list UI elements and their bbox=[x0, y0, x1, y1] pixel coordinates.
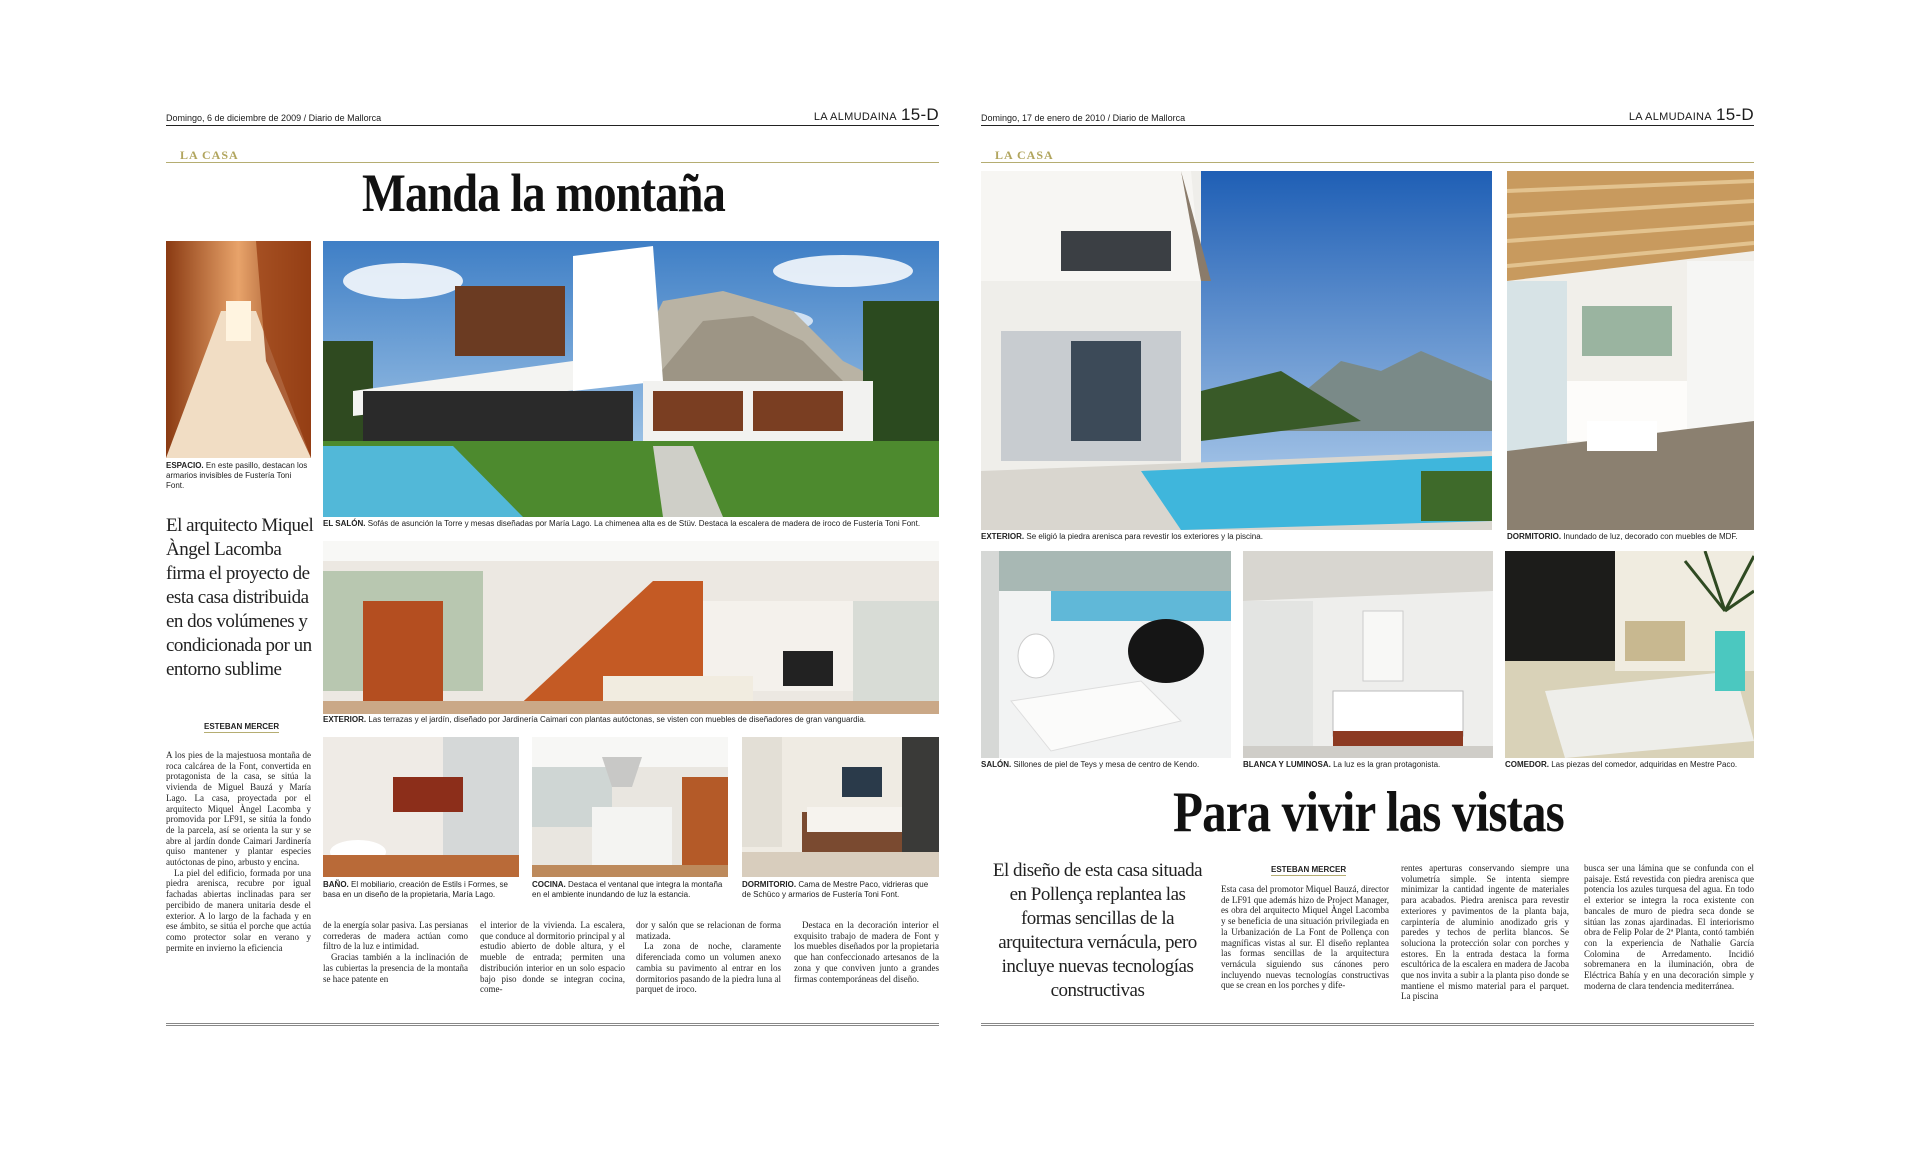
caption-bedroom-left bbox=[742, 880, 939, 900]
left-headline: Manda la montaña bbox=[362, 163, 725, 223]
caption-bedroom-right-text: Inundado de luz, decorado con muebles de MDF. bbox=[1563, 532, 1738, 541]
left-header-date: Domingo, 6 de diciembre de 2009 / Diario de Mallorca bbox=[166, 113, 382, 123]
left-foot-rule bbox=[166, 1023, 939, 1026]
caption-bath-right bbox=[1243, 760, 1493, 770]
right-header-paper bbox=[1629, 105, 1754, 125]
right-deck: El diseño de esta casa situada en Pollença replantea las formas sencillas de la arquitectura vernácula, pero incluye nuevas tecnologías constructivas bbox=[992, 860, 1203, 1001]
right-page-number: 15-D bbox=[1715, 105, 1754, 124]
caption-living-text: Las terrazas y el jardín, diseñado por Jardinería Caimari con plantas autóctonas, se visten con muebles de diseñadores de gran vanguardia. bbox=[368, 715, 866, 724]
right-page bbox=[981, 105, 1754, 1030]
caption-hallway-label: ESPACIO. bbox=[166, 461, 204, 470]
caption-kitchen-text: Destaca el ventanal que integra la montaña en el ambiente inundando de luz la estancia. bbox=[532, 880, 723, 899]
photo-bedroom-left bbox=[742, 737, 939, 877]
caption-bath-right-label: BLANCA Y LUMINOSA. bbox=[1243, 760, 1331, 769]
caption-bedroom-right-label: DORMITORIO. bbox=[1507, 532, 1562, 541]
left-header-paper bbox=[814, 105, 939, 125]
caption-exterior-main bbox=[323, 519, 939, 529]
right-header-date: Domingo, 17 de enero de 2010 / Diario de Mallorca bbox=[981, 113, 1186, 123]
right-foot-rule bbox=[981, 1023, 1754, 1026]
right-section-label: LA CASA bbox=[995, 148, 1054, 162]
photo-pool-exterior bbox=[981, 171, 1492, 530]
photo-bathroom bbox=[323, 737, 519, 877]
right-para: rentes aperturas conservando siempre una volumetría simple. Se intenta siempre minimizar la cantidad ingente de materiales para acabados. Piedra arenisca para revestir exteriores y pavimentos de la planta baja, carpintería de aluminio anodizado gris y paredes y techos de perlita blancos. Se soluciona la protección solar con porches y estores. En la entrada destaca la forma escultórica de la escalera en madera de Jacoba que nos invita a subir a la planta piso donde se mantiene el mismo material para el parquet. La piscina bbox=[1401, 863, 1569, 1002]
right-headline: Para vivir las vistas bbox=[1173, 781, 1564, 844]
left-para: Gracias también a la inclinación de las cubiertas la presencia de la montaña se hace patente en bbox=[323, 952, 468, 984]
caption-hallway-text: En este pasillo, destacan los armarios invisibles de Fustería Toni Font. bbox=[166, 461, 308, 490]
caption-bath-text: El mobiliario, creación de Estils i Formes, se basa en un diseño de la propietaria, María Lago. bbox=[323, 880, 508, 899]
photo-bedroom-right bbox=[1507, 171, 1754, 530]
left-deck: El arquitecto Miquel Àngel Lacomba firma el proyecto de esta casa distribuida en dos volúmenes y condicionada por un entorno sublime bbox=[166, 515, 314, 680]
photo-salon bbox=[981, 551, 1231, 758]
left-para: Destaca en la decoración interior el exquisito trabajo de madera de Font y los muebles diseñados por la propietaria que han confeccionado artesanos de la zona y que conviven junto a grandes firmas contemporáneas del diseño. bbox=[794, 920, 939, 984]
photo-kitchen bbox=[532, 737, 728, 877]
left-para: A los pies de la majestuosa montaña de roca calcárea de la Font, convertida en protagonista de la casa, se sitúa la vivienda de Miguel Bauzá y María Lago. La casa, proyectada por el arquitecto Miquel Àngel Lacomba y promovida por LF91, se sitúa la fondo de la parcela, así se orienta la sur y se abre al jardín donde Caimari Jardinería quiso mantener y plantar especies autóctonas de pino, arbusto y encina. bbox=[166, 750, 311, 868]
caption-dining bbox=[1505, 760, 1754, 770]
caption-salon bbox=[981, 760, 1231, 770]
caption-bath-label: BAÑO. bbox=[323, 880, 349, 889]
right-body-col-2 bbox=[1401, 863, 1569, 1002]
left-body-col-2 bbox=[323, 920, 468, 984]
left-para: dor y salón que se relacionan de forma matizada. bbox=[636, 920, 781, 941]
right-body-col-3 bbox=[1584, 863, 1754, 991]
right-byline: ESTEBAN MERCER bbox=[1271, 865, 1347, 874]
caption-pool-exterior bbox=[981, 532, 1492, 542]
right-paper-name: LA ALMUDAINA bbox=[1628, 111, 1712, 123]
caption-dining-label: COMEDOR. bbox=[1505, 760, 1549, 769]
caption-kitchen-label: COCINA. bbox=[532, 880, 566, 889]
left-body-col-4 bbox=[636, 920, 781, 995]
left-para: el interior de la vivienda. La escalera, que conduce al dormitorio principal y al estudio abierto de doble altura, y el mueble de entrada; permiten una distribución interior en un solo espacio bajo piso donde se integran cocina, come- bbox=[480, 920, 625, 995]
left-para: de la energía solar pasiva. Las persianas correderas de madera actúan como filtro de la luz e intimidad. bbox=[323, 920, 468, 952]
photo-living-room bbox=[323, 541, 939, 714]
caption-bedroom-left-text: Cama de Mestre Paco, vidrieras que de Schüco y armarios de Fustería Toni Font. bbox=[742, 880, 929, 899]
caption-living-room bbox=[323, 715, 939, 725]
right-section-rule bbox=[981, 149, 1754, 163]
caption-hallway bbox=[166, 461, 311, 491]
caption-salon-text: Sillones de piel de Teys y mesa de centro de Kendo. bbox=[1013, 760, 1200, 769]
photo-exterior-main bbox=[323, 241, 939, 517]
caption-bedroom-right bbox=[1507, 532, 1754, 542]
caption-bedroom-left-label: DORMITORIO. bbox=[742, 880, 797, 889]
left-page-header bbox=[166, 105, 939, 126]
caption-salon-label: SALÓN. bbox=[981, 760, 1012, 769]
left-page bbox=[166, 105, 939, 1030]
left-para: La zona de noche, claramente diferenciada como un volumen anexo cambia su pavimento al entrar en los dormitorios pasando de la piedra luna al parquet de iroco. bbox=[636, 941, 781, 995]
caption-exterior-text: Se eligió la piedra arenisca para revestir los exteriores y la piscina. bbox=[1026, 532, 1263, 541]
right-para: Esta casa del promotor Miquel Bauzá, director de LF91 que además hizo de Project Manager, es obra del arquitecto Miquel Àngel Lacomba y se beneficia de una situación privilegiada en la Urbanización de La Font de Pollença con magníficas vistas al sur. El diseño replantea las formas sencillas de la arquitectura vernácula siguiendo sus cánones pero incluyendo nuevas tecnologías constructivas que se crean en los porches y dife- bbox=[1221, 884, 1389, 991]
right-body-col-1 bbox=[1221, 884, 1389, 991]
right-page-header bbox=[981, 105, 1754, 126]
caption-living-label: EXTERIOR. bbox=[323, 715, 367, 724]
caption-main-text: Sofás de asunción la Torre y mesas diseñadas por María Lago. La chimenea alta es de Stüv. Destaca la escalera de madera de iroco de Fustería Toni Font. bbox=[367, 519, 921, 528]
left-section-label: LA CASA bbox=[180, 148, 239, 162]
left-page-number: 15-D bbox=[900, 105, 939, 124]
caption-bathroom bbox=[323, 880, 519, 900]
caption-dining-text: Las piezas del comedor, adquiridas en Mestre Paco. bbox=[1551, 760, 1738, 769]
left-body-col-5 bbox=[794, 920, 939, 984]
left-para: La piel del edificio, formada por una piedra arenisca, recubre por igual fachadas abiertas inclinadas para ser percibido de manera unitaria desde el exterior. A lo largo de la fachada y en ese ámbito, se sitúa el porche que actúa como protector solar en verano y permite en invierno la eficiencia bbox=[166, 867, 311, 953]
left-paper-name: LA ALMUDAINA bbox=[813, 111, 897, 123]
left-body-col-1 bbox=[166, 750, 311, 953]
right-para: busca ser una lámina que se confunda con el paisaje. Está revestida con piedra arenisca que potencia los azules turquesa del agua. En todo el exterior se integra la roca existente con bancales de muro de piedra seca donde se sitúan las zonas ajardinadas. El interiorismo obra de Felip Polar de 2ª Planta, contó también con la experiencia de Nathalie García Colomina de Arredamento. Incidió sobremanera en la iluminación, obra de Eléctrica Bahía y en una decoración simple y moderna de clara tendencia mediterránea. bbox=[1584, 863, 1754, 991]
left-body-col-3 bbox=[480, 920, 625, 995]
caption-exterior-label: EXTERIOR. bbox=[981, 532, 1025, 541]
left-section-rule bbox=[166, 149, 939, 163]
photo-dining bbox=[1505, 551, 1754, 758]
caption-bath-right-text: La luz es la gran protagonista. bbox=[1333, 760, 1441, 769]
caption-kitchen bbox=[532, 880, 728, 900]
photo-bath-right bbox=[1243, 551, 1493, 758]
caption-main-label: EL SALÓN. bbox=[323, 519, 366, 528]
left-byline: ESTEBAN MERCER bbox=[204, 722, 280, 731]
photo-hallway bbox=[166, 241, 311, 458]
